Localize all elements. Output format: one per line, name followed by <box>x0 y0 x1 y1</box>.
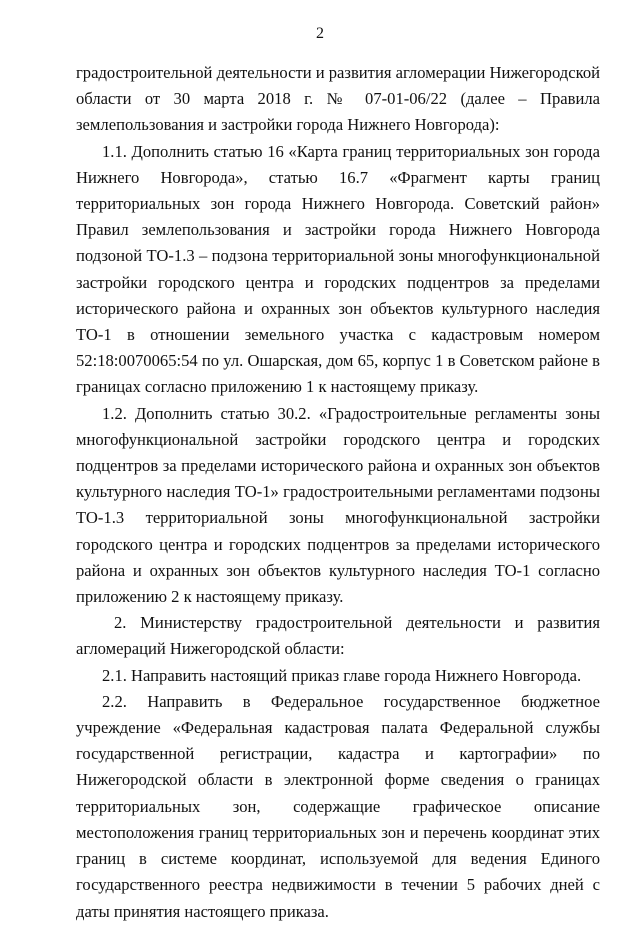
paragraph-item-1-2: 1.2. Дополнить статью 30.2. «Градостроительные регламенты зоны многофункциональной застройки городского центра и городских подцентров за пределами исторического района и охранных зон объектов культурного наследия ТО-1» градостроительными регламентами подзоны ТО-1.3 территориальной зоны многофункциональной застройки городского центра и городских подцентров за пределами исторического района и охранных зон объектов культурного наследия ТО-1 согласно приложению 2 к настоящему приказу. <box>76 403 600 607</box>
paragraph-item-2-2: 2.2. Направить в Федеральное государственное бюджетное учреждение «Федеральная кадастровая палата Федеральной службы государственной регистрации, кадастра и картографии» по Нижегородской области в электронной форме сведения о границах территориальных зон, содержащие графическое описание местоположения границ территориальных зон и перечень координат этих границ в системе координат, используемой для ведения Единого государственного реестра недвижимости в течении 5 рабочих дней с даты принятия настоящего приказа. <box>76 691 600 921</box>
paragraph-intro-continuation: градостроительной деятельности и развития агломерации Нижегородской области от 30 марта 2018 г. № 07-01-06/22 (далее – Правила землепользования и застройки города Нижнего Новгорода): <box>76 63 600 135</box>
page-number: 2 <box>316 25 324 42</box>
paragraph-item-2-1: 2.1. Направить настоящий приказ главе города Нижнего Новгорода. <box>102 665 582 685</box>
document-body <box>76 60 600 925</box>
paragraph-item-1-1: 1.1. Дополнить статью 16 «Карта границ территориальных зон города Нижнего Новгорода», статью 16.7 «Фрагмент карты границ территориальных зон города Нижнего Новгорода. Советский район» Правил землепользования и застройки города Нижнего Новгорода подзоной ТО-1.3 – подзона территориальной зоны многофункциональной застройки городского центра и городских подцентров за пределами исторического района и охранных зон объектов культурного наследия ТО-1 в отношении земельного участка с кадастровым номером 52:18:0070065:54 по ул. Ошарская, дом 65, корпус 1 в Советском районе в границах согласно приложению 1 к настоящему приказу. <box>76 141 600 397</box>
paragraph-item-2: 2. Министерству градостроительной деятельности и развития агломераций Нижегородской области: <box>76 613 600 659</box>
